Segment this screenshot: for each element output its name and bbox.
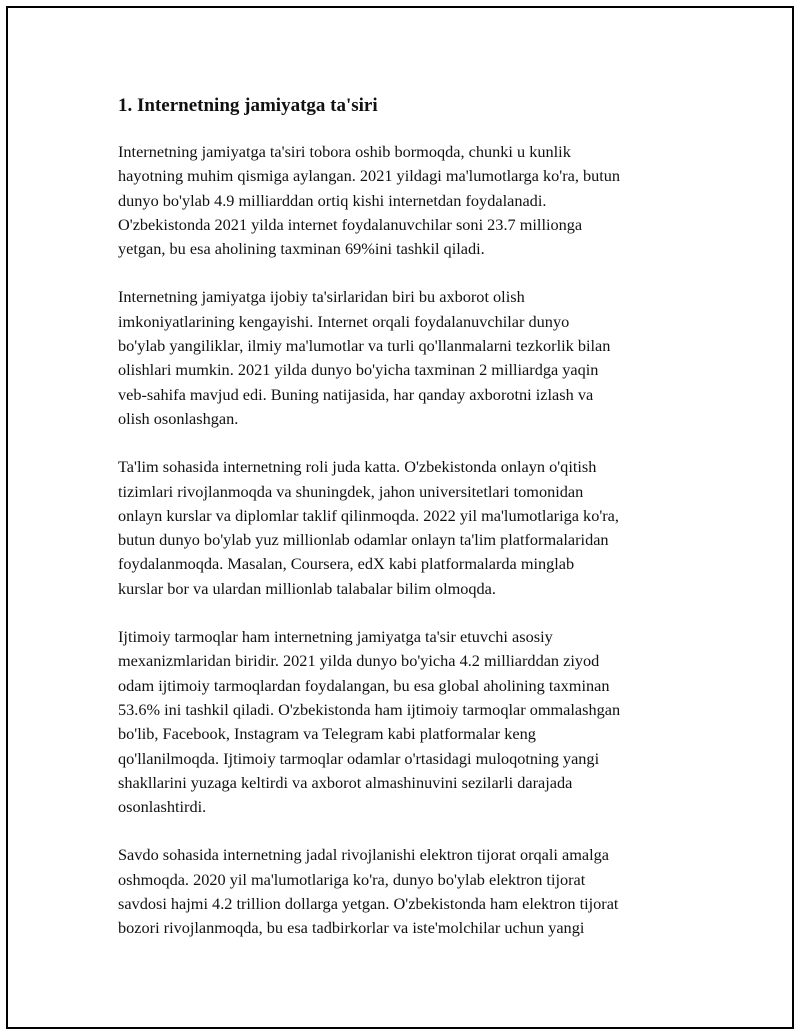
text-line: tizimlari rivojlanmoqda va shuningdek, jahon universitetlari tomonidan [118, 481, 584, 501]
document-body [118, 92, 693, 965]
text-line: imkoniyatlarining kengayishi. Internet orqali foydalanuvchilar dunyo [118, 311, 570, 331]
section-heading: 1. Internetning jamiyatga ta'siri [118, 95, 378, 116]
text-line: bo'lib, Facebook, Instagram va Telegram kabi platformalar keng [118, 724, 536, 744]
text-line: oshmoqda. 2020 yil ma'lumotlariga ko'ra, dunyo bo'ylab elektron tijorat [118, 869, 586, 889]
text-line: Ta'lim sohasida internetning roli juda katta. O'zbekistonda onlayn o'qitish [118, 457, 597, 477]
text-line: odam ijtimoiy tarmoqlardan foydalangan, bu esa global aholining taxminan [118, 675, 610, 695]
paragraph-5 [118, 843, 693, 940]
text-line: savdosi hajmi 4.2 trillion dollarga yetgan. O'zbekistonda ham elektron tijorat [118, 894, 619, 914]
text-line: onlayn kurslar va diplomlar taklif qilinmoqda. 2022 yil ma'lumotlariga ko'ra, [118, 505, 619, 525]
text-line: dunyo bo'ylab 4.9 milliarddan ortiq kishi internetdan foydalanadi. [118, 190, 547, 210]
text-line: kurslar bor va ulardan millionlab talabalar bilim olmoqda. [118, 578, 496, 598]
text-line: bozori rivojlanmoqda, bu esa tadbirkorlar va iste'molchilar uchun yangi [118, 918, 585, 938]
paragraph-2 [118, 285, 693, 431]
text-line: olish osonlashgan. [118, 408, 239, 428]
text-line: osonlashtirdi. [118, 797, 207, 817]
text-line: mexanizmlaridan biridir. 2021 yilda dunyo bo'yicha 4.2 milliarddan ziyod [118, 651, 600, 671]
text-line: 53.6% ini tashkil qiladi. O'zbekistonda ham ijtimoiy tarmoqlar ommalashgan [118, 699, 621, 719]
text-line: Internetning jamiyatga ta'siri tobora oshib bormoqda, chunki u kunlik [118, 142, 571, 161]
text-line: yetgan, bu esa aholining taxminan 69%ini tashkil qiladi. [118, 239, 485, 259]
text-line: bo'ylab yangiliklar, ilmiy ma'lumotlar va turli qo'llanmalarni tezkorlik bilan [118, 336, 611, 356]
text-line: Internetning jamiyatga ijobiy ta'sirlaridan biri bu axborot olish [118, 287, 525, 307]
text-line: O'zbekistonda 2021 yilda internet foydalanuvchilar soni 23.7 millionga [118, 214, 583, 234]
paragraph-1 [118, 140, 693, 261]
text-line: Savdo sohasida internetning jadal rivojlanishi elektron tijorat orqali amalga [118, 845, 610, 865]
text-line: foydalanmoqda. Masalan, Coursera, edX kabi platformalarda minglab [118, 554, 575, 574]
text-line: veb-sahifa mavjud edi. Buning natijasida, har qanday axborotni izlash va [118, 384, 594, 404]
text-line: Ijtimoiy tarmoqlar ham internetning jamiyatga ta'sir etuvchi asosiy [118, 627, 553, 647]
paragraph-4 [118, 625, 693, 819]
text-line: qo'llanilmoqda. Ijtimoiy tarmoqlar odamlar o'rtasidagi muloqotning yangi [118, 748, 600, 768]
text-line: hayotning muhim qismiga aylangan. 2021 yildagi ma'lumotlarga ko'ra, butun [118, 166, 621, 186]
paragraph-3 [118, 455, 693, 601]
text-line: butun dunyo bo'ylab yuz millionlab odamlar onlayn ta'lim platformalaridan [118, 530, 609, 550]
text-line: olishlari mumkin. 2021 yilda dunyo bo'yicha taxminan 2 milliardga yaqin [118, 360, 599, 380]
text-line: shakllarini yuzaga keltirdi va axborot almashinuvini sezilarli darajada [118, 772, 573, 792]
